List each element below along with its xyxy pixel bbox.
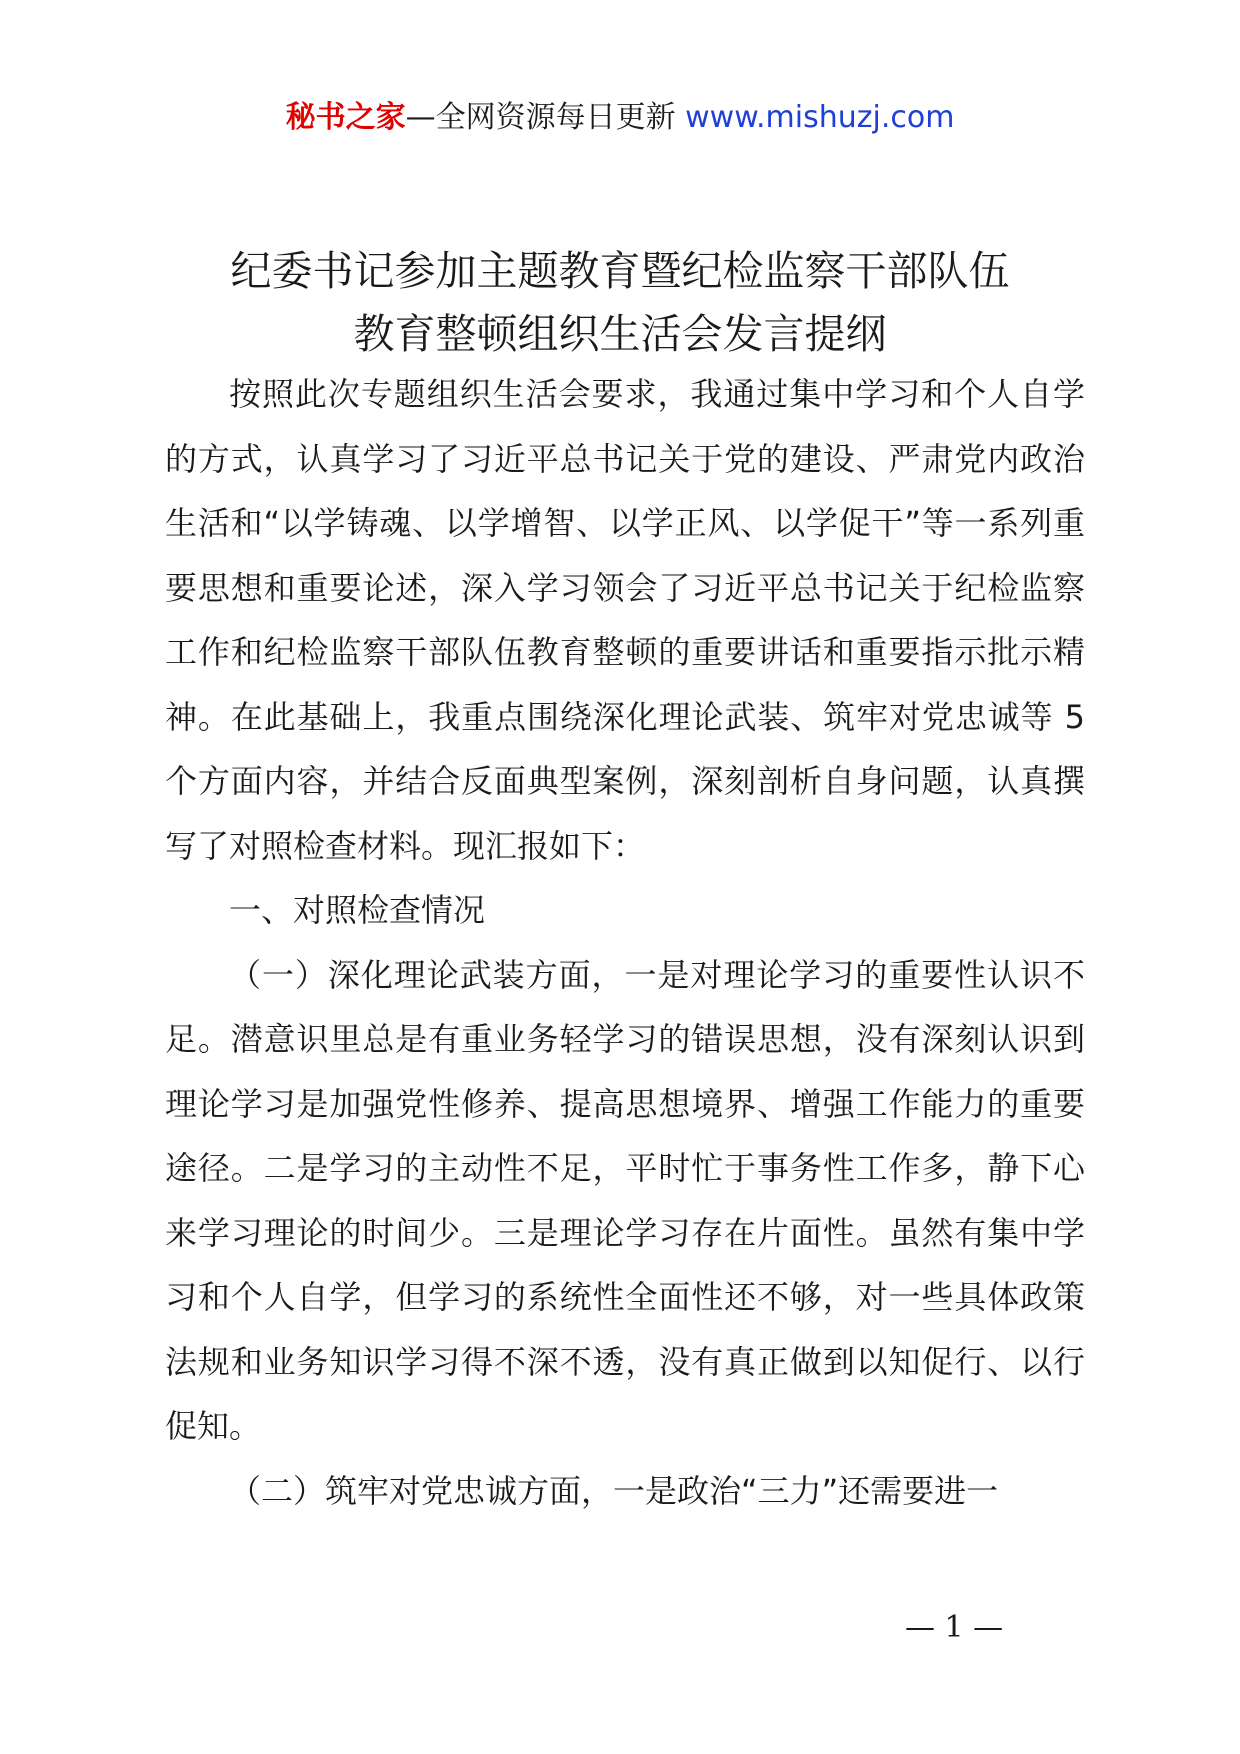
- title-line-1: 纪委书记参加主题教育暨纪检监察干部队伍: [230, 247, 1010, 295]
- site-tagline: —全网资源每日更新: [405, 100, 686, 135]
- site-header: [0, 98, 1240, 138]
- paragraph-loyalty: （二）筑牢对党忠诚方面，一是政治“三力”还需要进一: [229, 1471, 999, 1510]
- document-body: [165, 362, 1085, 1523]
- brand-name: 秘书之家: [285, 100, 406, 135]
- paragraph-theory: （一）深化理论武装方面，一是对理论学习的重要性认识不足。潜意识里总是有重业务轻学习的错误思想，没有深刻认识到理论学习是加强党性修养、提高思想境界、增强工作能力的重要途径。二是学习的主动性不足，平时忙于事务性工作多，静下心来学习理论的时间少。三是理论学习存在片面性。虽然有集中学习和个人自学，但学习的系统性全面性还不够，对一些具体政策法规和业务知识学习得不深不透，没有真正做到以知促行、以行促知。: [165, 955, 1085, 1445]
- paragraph-intro: 按照此次专题组织生活会要求，我通过集中学习和个人自学的方式，认真学习了习近平总书记关于党的建设、严肃党内政治生活和“以学铸魂、以学增智、以学正风、以学促干”等一系列重要思想和重要论述，深入学习领会了习近平总书记关于纪检监察工作和纪检监察干部队伍教育整顿的重要讲话和重要指示批示精神。在此基础上，我重点围绕深化理论武装、筑牢对党忠诚等 5 个方面内容，并结合反面典型案例，深刻剖析自身问题，认真撰写了对照检查材料。现汇报如下：: [165, 375, 1085, 865]
- page-number: — 1 —: [905, 1610, 1004, 1645]
- title-line-2: 教育整顿组织生活会发言提纲: [353, 310, 887, 358]
- site-url[interactable]: www.mishuzj.com: [685, 100, 955, 135]
- document-title: [0, 240, 1240, 366]
- section-heading: 一、对照检查情况: [229, 891, 486, 929]
